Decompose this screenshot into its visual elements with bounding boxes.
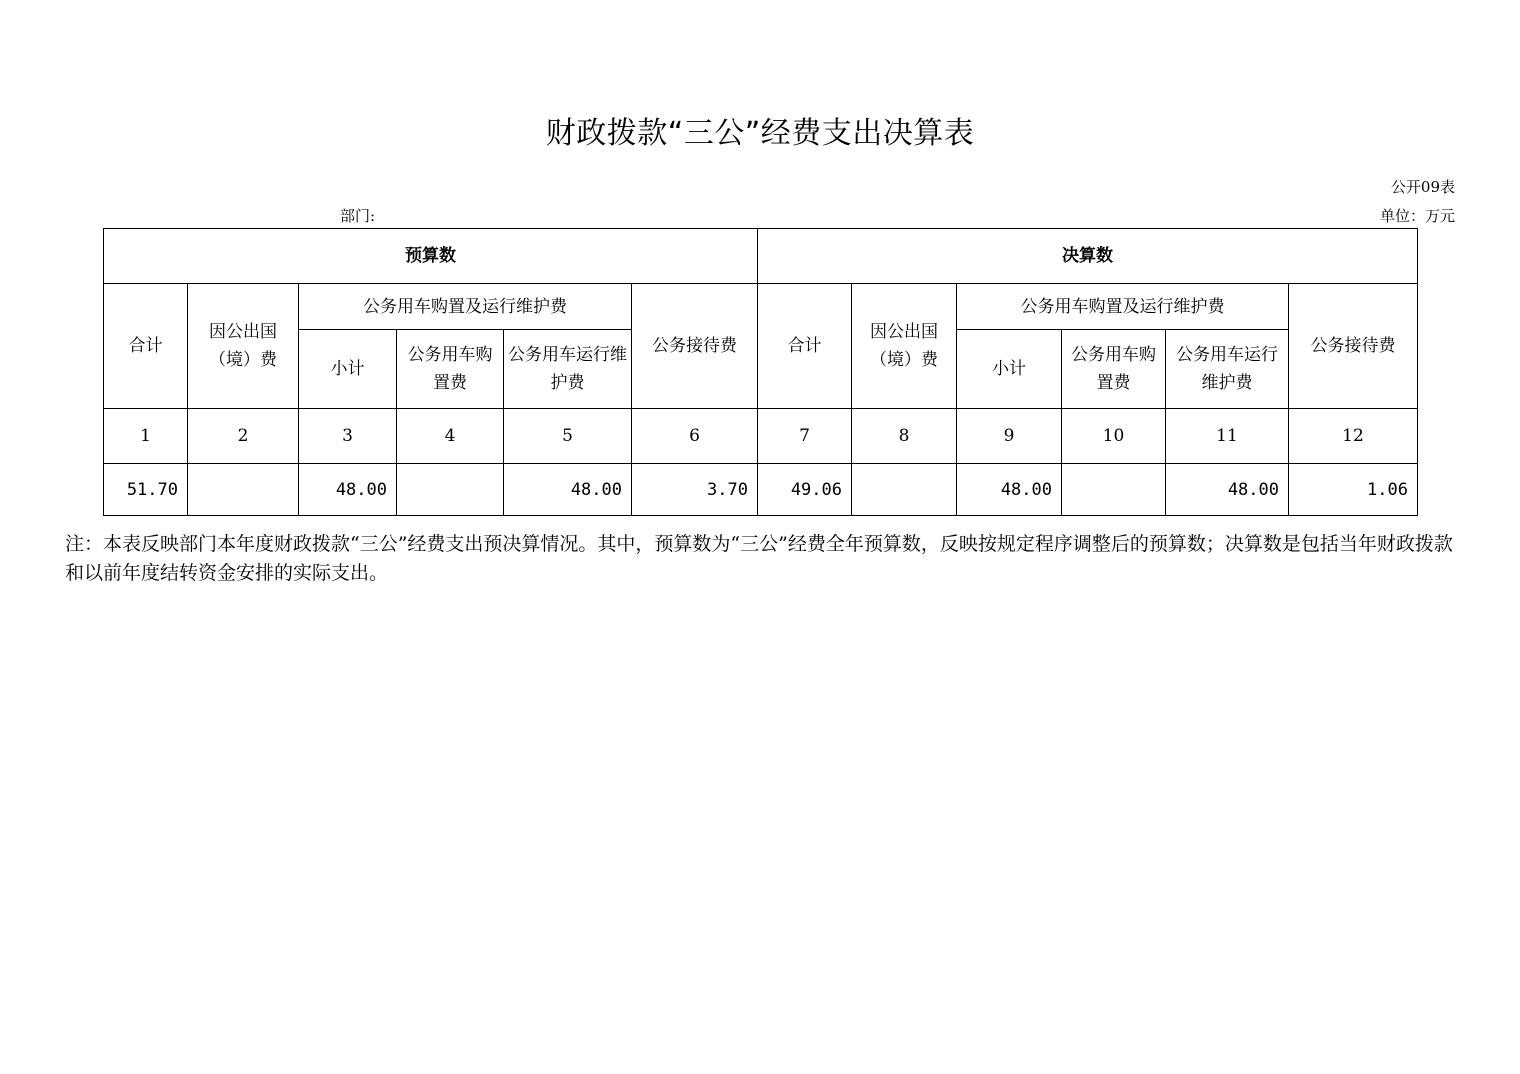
page-title: 财政拨款“三公”经费支出决算表: [545, 116, 975, 151]
header-vehicle-purchase: 公务用车购置费: [397, 330, 504, 409]
column-number: 2: [188, 409, 299, 464]
group-header-final: 决算数: [758, 229, 1418, 284]
column-number: 1: [104, 409, 188, 464]
column-number-row: [104, 409, 1418, 464]
header-reception: 公务接待费: [632, 284, 758, 409]
value-budget-vehicle-purchase: [397, 464, 504, 516]
column-number: 10: [1062, 409, 1166, 464]
value-final-vehicle-maintenance: 48.00: [1166, 464, 1289, 516]
column-number: 4: [397, 409, 504, 464]
column-number: 9: [957, 409, 1062, 464]
value-budget-vehicle-subtotal: 48.00: [299, 464, 397, 516]
column-number: 5: [504, 409, 632, 464]
value-budget-reception: 3.70: [632, 464, 758, 516]
header-vehicle-maintenance: 公务用车运行维护费: [504, 330, 632, 409]
value-row: [104, 464, 1418, 516]
column-number: 8: [852, 409, 957, 464]
value-budget-abroad: [188, 464, 299, 516]
header-subtotal: 小计: [299, 330, 397, 409]
column-number: 7: [758, 409, 852, 464]
header-vehicle-maintenance: 公务用车运行维护费: [1166, 330, 1289, 409]
unit-label: 单位：万元: [1379, 207, 1455, 225]
header-vehicle: 公务用车购置及运行维护费: [299, 284, 632, 330]
value-final-vehicle-purchase: [1062, 464, 1166, 516]
header-reception: 公务接待费: [1289, 284, 1418, 409]
column-number: 11: [1166, 409, 1289, 464]
value-final-reception: 1.06: [1289, 464, 1418, 516]
value-budget-total: 51.70: [104, 464, 188, 516]
value-final-abroad: [852, 464, 957, 516]
group-header-budget: 预算数: [104, 229, 758, 284]
header-vehicle: 公务用车购置及运行维护费: [957, 284, 1289, 330]
department-label: 部门:: [340, 207, 376, 225]
column-number: 12: [1289, 409, 1418, 464]
header-vehicle-purchase: 公务用车购置费: [1062, 330, 1166, 409]
header-total: 合计: [104, 284, 188, 409]
header-subtotal: 小计: [957, 330, 1062, 409]
column-number: 6: [632, 409, 758, 464]
header-abroad: 因公出国（境）费: [188, 284, 299, 409]
header-total: 合计: [758, 284, 852, 409]
form-number: 公开09表: [1390, 178, 1455, 196]
value-budget-vehicle-maintenance: 48.00: [504, 464, 632, 516]
footnote: 注：本表反映部门本年度财政拨款“三公”经费支出预决算情况。其中，预算数为“三公”经费全年预算数，反映按规定程序调整后的预算数；决算数是包括当年财政拨款和以前年度结转资金安排的实际支出。: [65, 533, 1453, 584]
column-number: 3: [299, 409, 397, 464]
value-final-total: 49.06: [758, 464, 852, 516]
value-final-vehicle-subtotal: 48.00: [957, 464, 1062, 516]
header-abroad: 因公出国（境）费: [852, 284, 957, 409]
expense-table: [103, 228, 1418, 516]
